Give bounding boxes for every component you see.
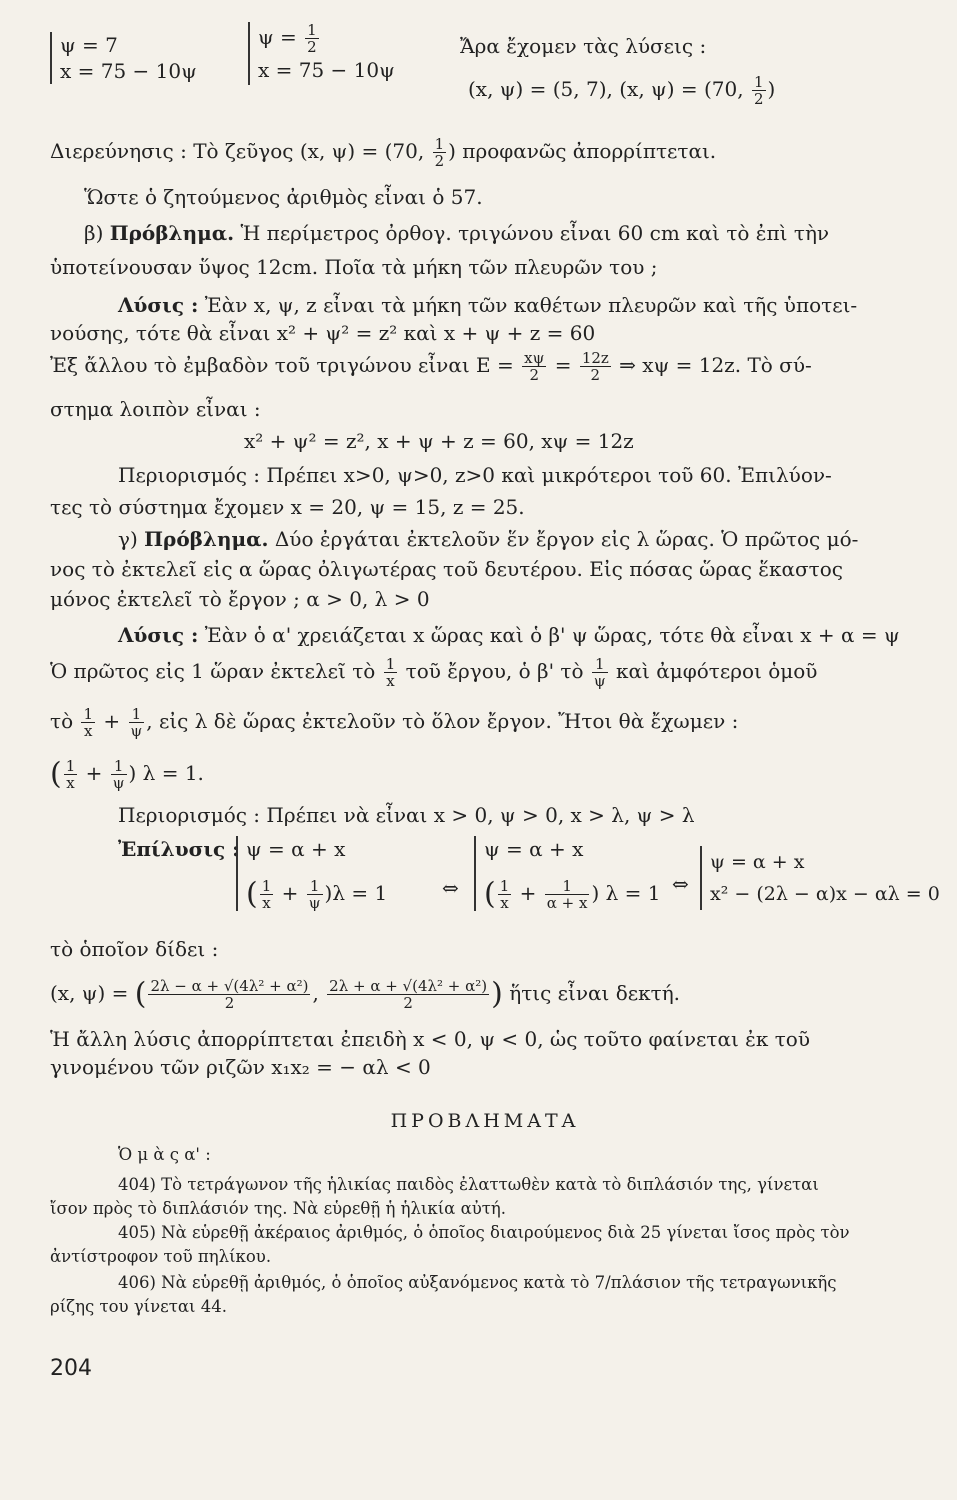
problem-406-line-1: 406) Νὰ εὑρεθῇ ἀριθμός, ὁ ὁποῖος αὐξανόμενος κατὰ τὸ 7/πλάσιον τῆς τετραγωνικῆς — [118, 1273, 837, 1292]
system-1-line-1: ψ = 7 — [60, 33, 118, 57]
periorismos-c: Περιορισμός : Πρέπει νὰ εἶναι x > 0, ψ > 0, x > λ, ψ > λ — [118, 803, 695, 827]
lysis-b-line-3: Ἐξ ἄλλου τὸ ἐμβαδὸν τοῦ τριγώνου εἶναι Ε = $\frac{x\psi}{2}$ = $\frac{12z}{2}$ ⇒ xψ = 12z. Τὸ σύ- — [50, 349, 812, 384]
lysis-b-line-1: Λύσις : Ἐὰν x, ψ, z εἶναι τὰ μήκη τῶν καθέτων πλευρῶν καὶ τῆς ὑποτει- — [118, 293, 858, 317]
periorismos-b-line-1: Περιορισμός : Πρέπει x>0, ψ>0, z>0 καὶ μικρότεροι τοῦ 60. Ἐπιλύον- — [118, 463, 832, 487]
problem-c-line-3: μόνος ἐκτελεῖ τὸ ἔργον ; α > 0, λ > 0 — [50, 587, 430, 611]
system-2-line-2: x = 75 − 10ψ — [258, 58, 395, 82]
problem-404-line-2: ἴσον πρὸς τὸ διπλάσιόν της. Νὰ εὑρεθῇ ἡ ἡλικία αὐτή. — [50, 1199, 507, 1218]
equivalence-arrow-1: ⇔ — [442, 876, 459, 900]
problem-406-line-2: ρίζης του γίνεται 44. — [50, 1297, 227, 1316]
system-2-line-1: ψ = $\frac{1}{2}$ — [258, 21, 317, 56]
to-opoion-line: τὸ ὁποῖον δίδει : — [50, 937, 219, 961]
lysis-c-line-2: Ὁ πρῶτος εἰς 1 ὥραν ἐκτελεῖ τὸ $\frac{1}{x}$ τοῦ ἔργου, ὁ β' τὸ $\frac{1}{\psi}$ καὶ ἀμφότεροι ὁμοῦ — [50, 655, 818, 690]
problem-404-line-1: 404) Τὸ τετράγωνον τῆς ἡλικίας παιδὸς ἐλαττωθὲν κατὰ τὸ διπλάσιόν της, γίνεται — [118, 1175, 819, 1194]
system-1-line-2: x = 75 − 10ψ — [60, 59, 197, 83]
fraction: $\frac{1}{2}$ — [307, 21, 317, 56]
system-b: x² + ψ² = z², x + ψ + z = 60, xψ = 12z — [244, 429, 634, 453]
problem-c-line-1: γ) Πρόβλημα. Δύο ἐργάται ἐκτελοῦν ἕν ἔργον εἰς λ ὥρας. Ὁ πρῶτος μό- — [118, 527, 859, 551]
lysis-c-line-1: Λύσις : Ἐὰν ὁ α' χρειάζεται x ὥρας καὶ ὁ β' ψ ὥρας, τότε θὰ εἶναι x + α = ψ — [118, 623, 900, 647]
periorismos-b-line-2: τες τὸ σύστημα ἔχομεν x = 20, ψ = 15, z = 25. — [50, 495, 525, 519]
system-2 — [248, 22, 395, 85]
lysis-b-line-2: νούσης, τότε θὰ εἶναι x² + ψ² = z² καὶ x + ψ + z = 60 — [50, 321, 596, 345]
epilysis-system-1: ψ = α + x ( $\frac{1}{x}$ + $\frac{1}{\psi}$ )λ = 1 — [236, 836, 387, 911]
other-solution-line-1: Ἡ ἄλλη λύσις ἀπορρίπτεται ἐπειδὴ x < 0, ψ < 0, ὡς τοῦτο φαίνεται ἐκ τοῦ — [50, 1027, 811, 1051]
group-label: Ὁ μ ὰ ς α' : — [118, 1145, 211, 1164]
section-heading: ΠΡΟΒΛΗΜΑΤΑ — [390, 1110, 580, 1132]
lysis-c-line-3: τὸ $\frac{1}{x}$ + $\frac{1}{\psi}$ , εἰς λ δὲ ὥρας ἐκτελοῦν τὸ ὅλον ἔργον. Ἤτοι θὰ ἔχωμεν : — [50, 705, 739, 740]
other-solution-line-2: γινομένου τῶν ριζῶν x₁x₂ = − αλ < 0 — [50, 1055, 431, 1079]
epilysis-system-2: ψ = α + x ( $\frac{1}{x}$ + $\frac{1}{\alpha + x}$ ) λ = 1 — [474, 836, 661, 911]
problem-405-line-1: 405) Νὰ εὑρεθῇ ἀκέραιος ἀριθμός, ὁ ὁποῖος διαιρούμενος διὰ 25 γίνεται ἴσος πρὸς τὸν — [118, 1223, 850, 1242]
problem-b-line-1: β) Πρόβλημα. Ἡ περίμετρος ὀρθογ. τριγώνου εἶναι 60 cm καὶ τὸ ἐπὶ τὴν — [84, 221, 830, 245]
solutions-intro: Ἄρα ἔχομεν τὰς λύσεις : — [460, 34, 707, 58]
solutions-line: (x, ψ) = (5, 7), (x, ψ) = (70, $\frac{1}{2}$ ) — [468, 73, 776, 108]
epilysis-label: Ἐπίλυσις : — [118, 837, 240, 861]
equivalence-arrow-2: ⇔ — [672, 872, 689, 896]
problem-405-line-2: ἀντίστροφον τοῦ πηλίκου. — [50, 1247, 272, 1266]
system-1 — [50, 32, 197, 84]
lysis-b-line-4: στημα λοιπὸν εἶναι : — [50, 397, 261, 421]
lysis-c-line-4: ( $\frac{1}{x}$ + $\frac{1}{\psi}$ ) λ = 1. — [50, 756, 204, 792]
page-number: 204 — [50, 1356, 92, 1381]
problem-c-line-2: νος τὸ ἐκτελεῖ εἰς α ὥρας ὀλιγωτέρας τοῦ δευτέρου. Εἰς πόσας ὥρας ἕκαστος — [50, 557, 843, 581]
conclusion-line: Ὥστε ὁ ζητούμενος ἀριθμὸς εἶναι ὁ 57. — [84, 185, 483, 209]
diereunisis-line: Διερεύνησις : Τὸ ζεῦγος (x, ψ) = (70, $\frac{1}{2}$ ) προφανῶς ἀπορρίπτεται. — [50, 135, 717, 170]
solution-c-line: (x, ψ) = ( $\frac{\text{2λ − α + √(4λ² + α²)}}{2}$ , $\frac{\text{2λ + α + √(4λ² + α²)}}{2}$ ) ἥτις εἶναι δεκτή. — [50, 976, 681, 1012]
problem-b-line-2: ὑποτείνουσαν ὕψος 12cm. Ποῖα τὰ μήκη τῶν πλευρῶν του ; — [50, 255, 658, 279]
epilysis-system-3: ψ = α + x x² − (2λ − α)x − αλ = 0 — [700, 846, 940, 910]
